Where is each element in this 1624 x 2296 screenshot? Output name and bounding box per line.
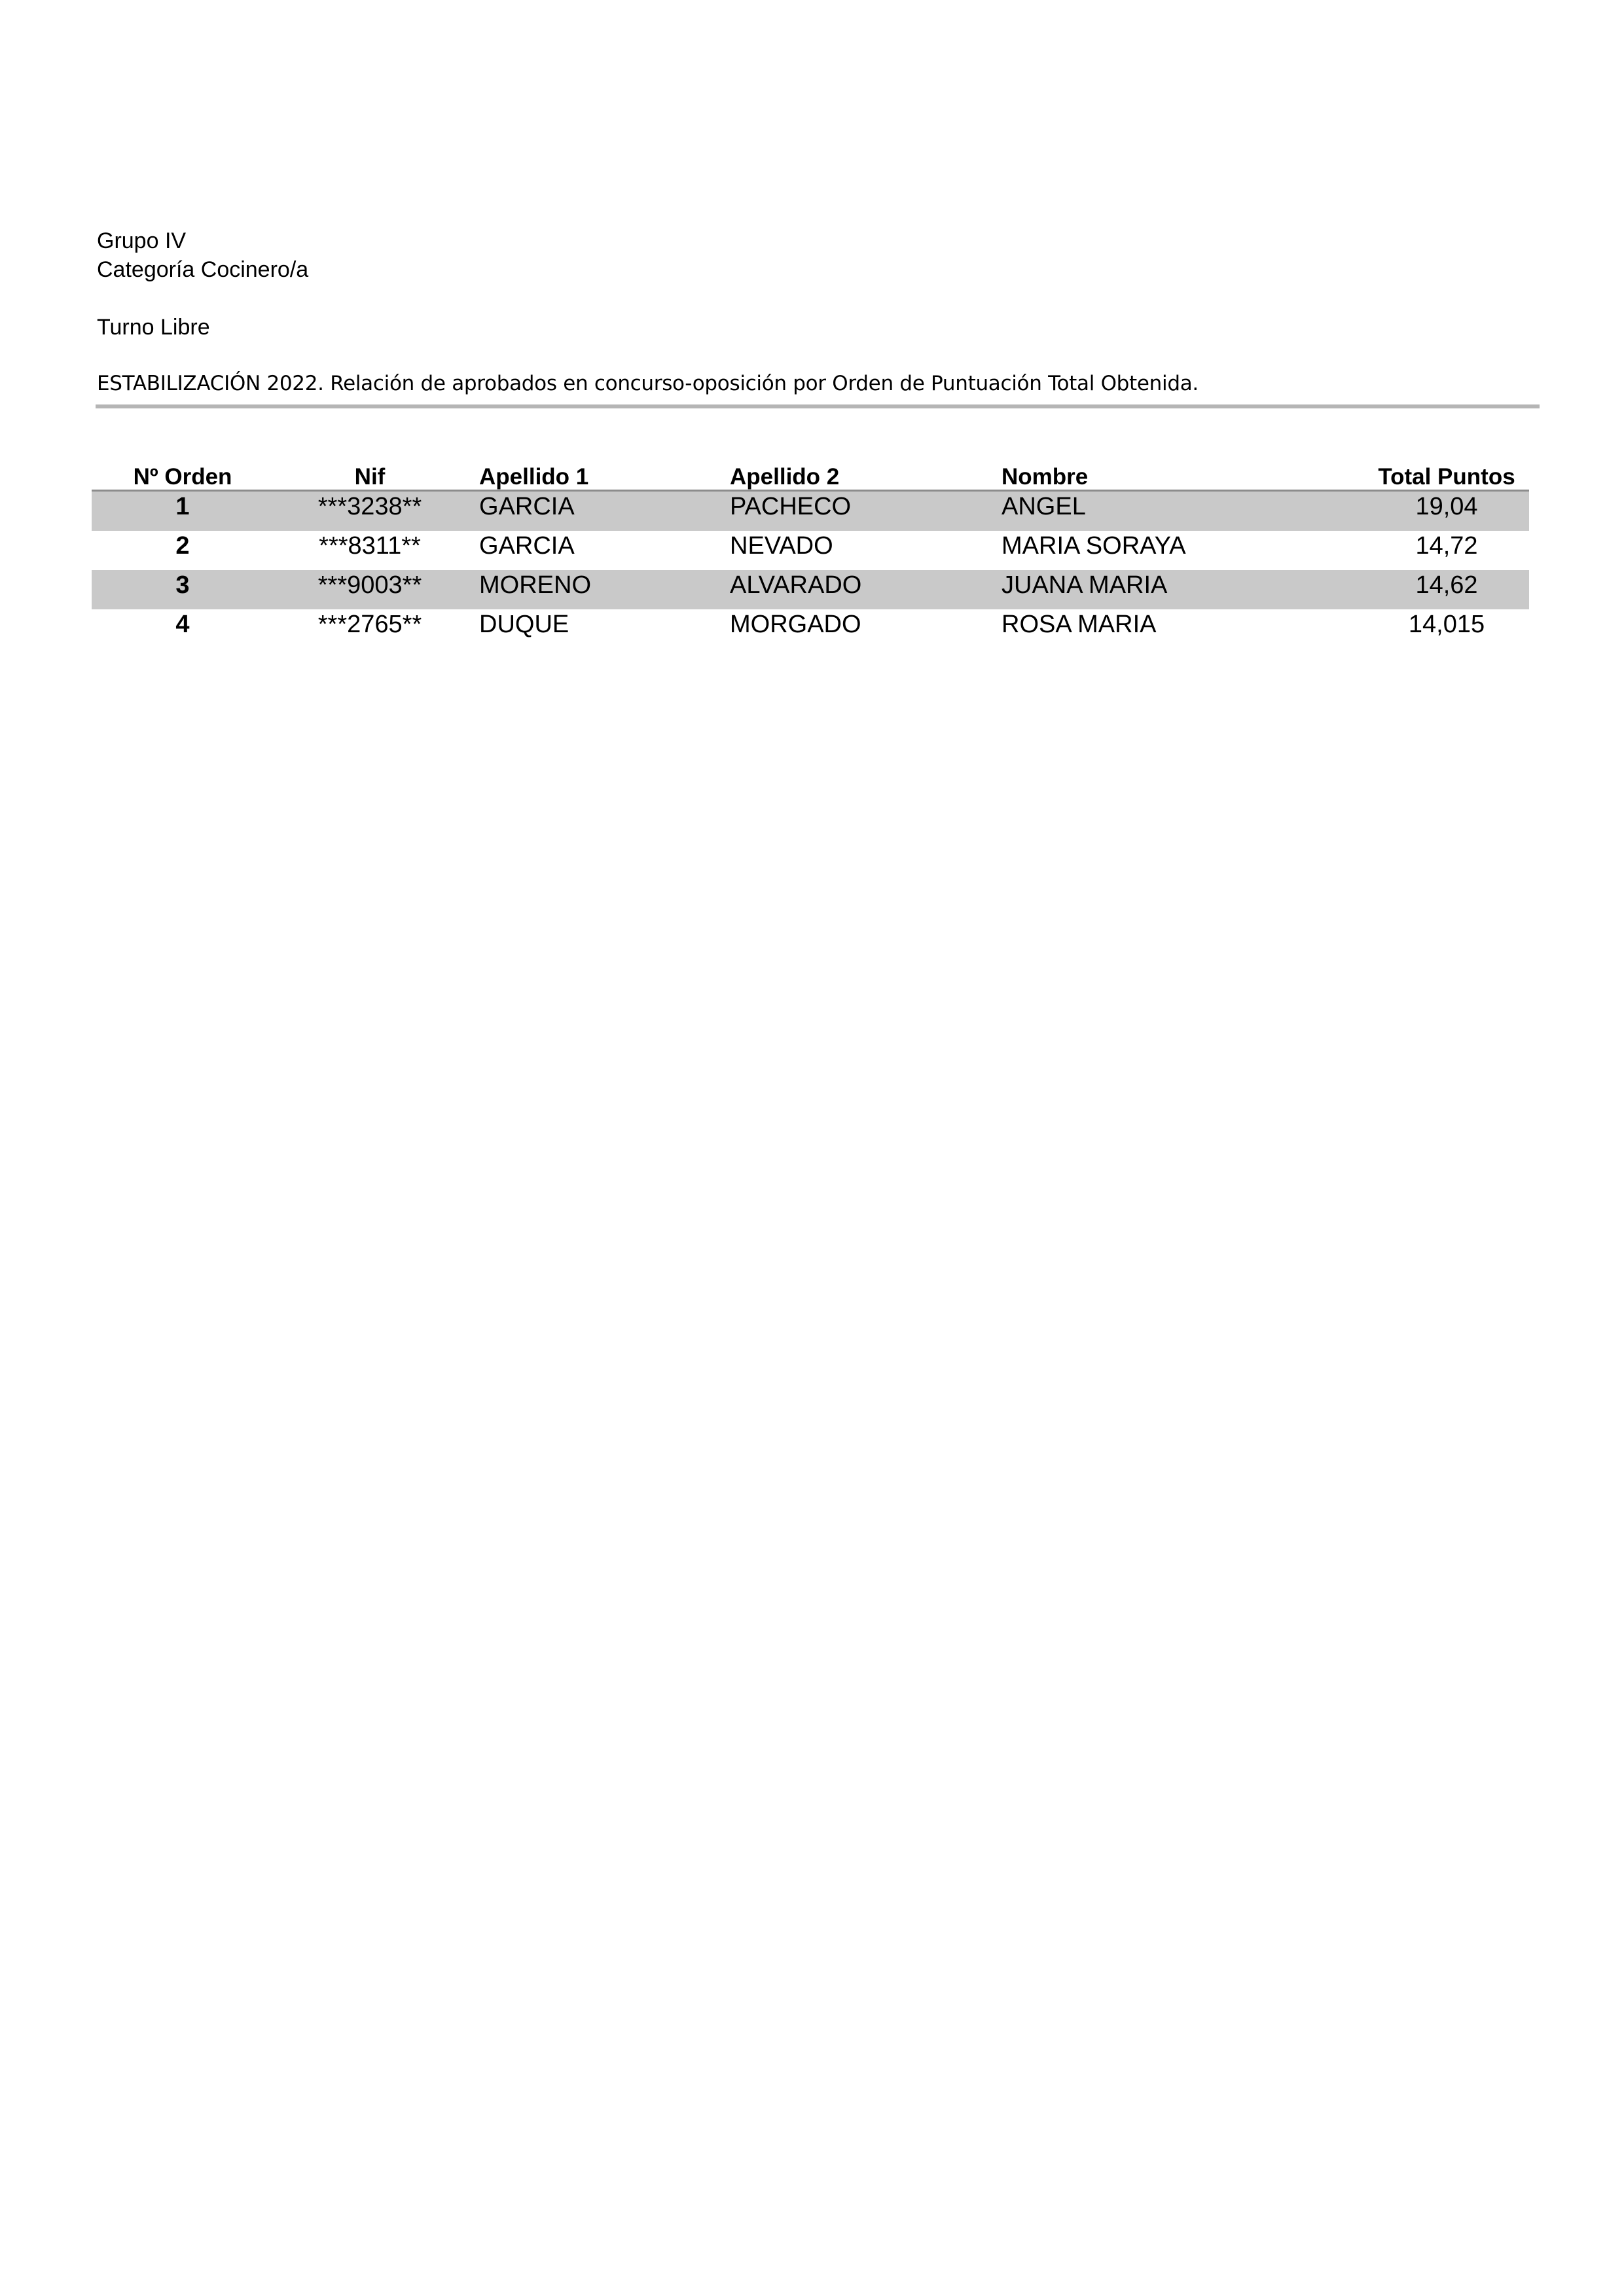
- table-row: [92, 609, 1529, 649]
- cell-nif: ***3238**: [317, 493, 422, 520]
- cell-total: 14,72: [1415, 532, 1478, 560]
- shift-label: Turno Libre: [97, 315, 210, 340]
- cell-orden: 2: [175, 532, 190, 560]
- table-row: [92, 570, 1529, 609]
- column-header-apellido2: Apellido 2: [730, 464, 840, 490]
- cell-apellido1: DUQUE: [479, 611, 569, 638]
- cell-apellido1: GARCIA: [479, 532, 575, 560]
- cell-apellido2: MORGADO: [730, 611, 861, 638]
- cell-orden: 4: [175, 611, 190, 638]
- column-header-nombre: Nombre: [1001, 464, 1089, 490]
- column-header-nif: Nif: [354, 464, 386, 490]
- cell-apellido1: MORENO: [479, 571, 591, 599]
- table-row: [92, 531, 1529, 570]
- cell-total: 19,04: [1415, 493, 1478, 520]
- category-label: Categoría Cocinero/a: [97, 257, 309, 282]
- cell-nombre: MARIA SORAYA: [1001, 532, 1186, 560]
- cell-apellido1: GARCIA: [479, 493, 575, 520]
- cell-nif: ***2765**: [317, 611, 422, 638]
- results-table: [92, 461, 1529, 649]
- cell-nombre: JUANA MARIA: [1001, 571, 1168, 599]
- cell-orden: 1: [175, 493, 190, 520]
- cell-nif: ***8311**: [319, 532, 421, 560]
- table-header-row: [92, 461, 1529, 492]
- cell-apellido2: ALVARADO: [730, 571, 862, 599]
- title-divider: [96, 404, 1540, 408]
- cell-apellido2: PACHECO: [730, 493, 852, 520]
- cell-orden: 3: [175, 571, 190, 599]
- table-row: [92, 492, 1529, 531]
- cell-nif: ***9003**: [317, 571, 422, 599]
- column-header-apellido1: Apellido 1: [479, 464, 589, 490]
- column-header-total: Total Puntos: [1378, 464, 1515, 490]
- cell-nombre: ANGEL: [1001, 493, 1086, 520]
- cell-apellido2: NEVADO: [730, 532, 833, 560]
- column-header-orden: Nº Orden: [133, 464, 232, 490]
- group-label: Grupo IV: [97, 228, 187, 253]
- cell-total: 14,015: [1408, 611, 1485, 638]
- cell-total: 14,62: [1415, 571, 1478, 599]
- document-title: ESTABILIZACIÓN 2022. Relación de aprobados en concurso-oposición por Orden de Puntuación Total Obtenida.: [97, 372, 1199, 395]
- cell-nombre: ROSA MARIA: [1001, 611, 1157, 638]
